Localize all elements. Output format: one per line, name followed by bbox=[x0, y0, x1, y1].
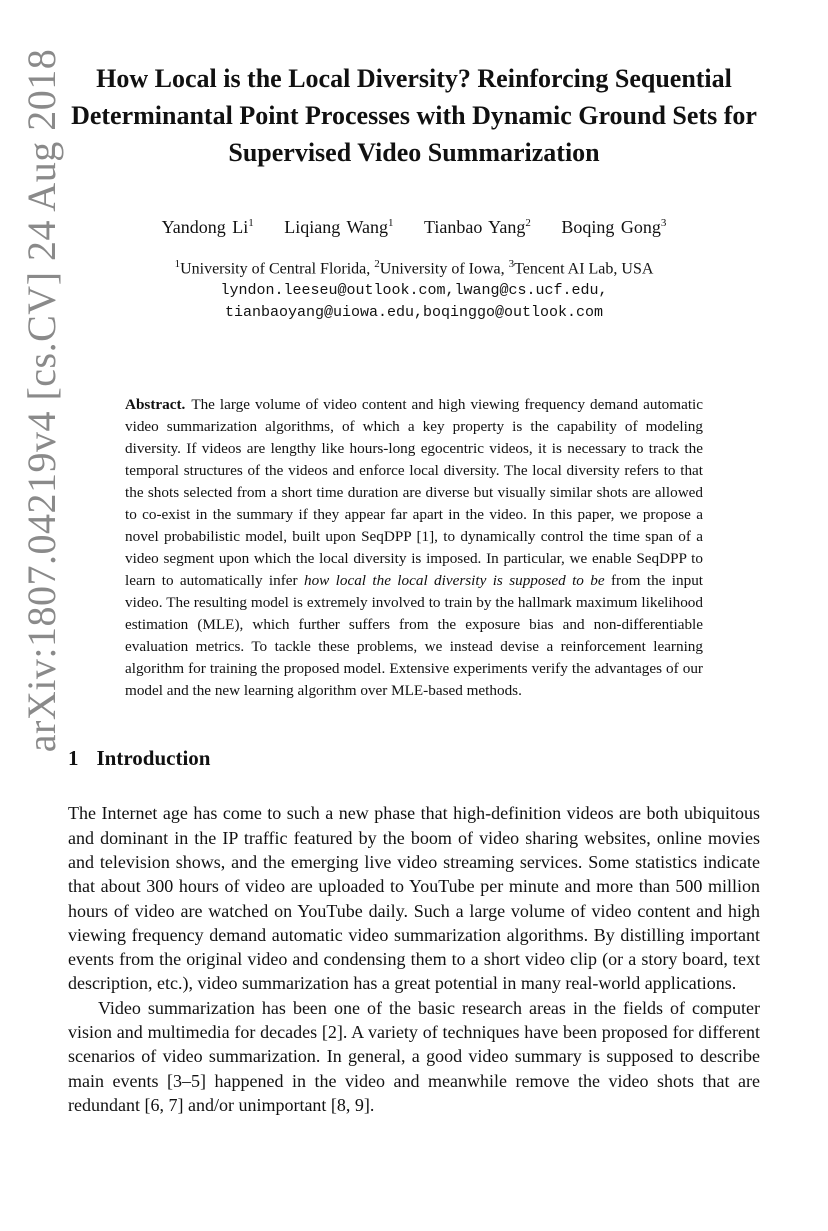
author-affiliation-mark: 1 bbox=[248, 217, 254, 229]
author bbox=[284, 217, 393, 237]
email-line: lyndon.leeseu@outlook.com,lwang@cs.ucf.edu, bbox=[220, 282, 608, 300]
author bbox=[561, 217, 666, 237]
affiliation-mark: 3 bbox=[508, 258, 515, 270]
section-body bbox=[68, 801, 760, 1117]
paragraph: Video summarization has been one of the basic research areas in the fields of computer vision and multimedia for decades [2]. A variety of techniques have been proposed for different scenarios of video summarization. In general, a good video summary is supposed to describe main events [3–5] happened in the video and meanwhile remove the video shots that are redundant [6, 7] and/or unimportant [8, 9]. bbox=[68, 997, 760, 1115]
author bbox=[424, 217, 531, 237]
section-title: Introduction bbox=[96, 746, 211, 771]
author-name: Liqiang Wang bbox=[284, 217, 388, 237]
abstract bbox=[125, 394, 703, 702]
abstract-text: from the input video. The resulting model is extremely involved to train by the hallmark maximum likelihood estimation (MLE), which further suffers from the exposure bias and non-differentiable evaluation metrics. To tackle these problems, we instead devise a reinforcement learning algorithm for training the proposed model. Extensive experiments verify the advantages of our model and the new learning algorithm over MLE-based methods. bbox=[125, 572, 704, 700]
author-name: Yandong Li bbox=[161, 217, 249, 237]
author bbox=[162, 217, 254, 237]
affiliation-text: University of Central Florida, bbox=[180, 260, 375, 278]
affiliation-text: Tencent AI Lab, USA bbox=[514, 260, 654, 278]
author-name: Boqing Gong bbox=[561, 217, 661, 237]
abstract-label: Abstract. bbox=[125, 396, 186, 414]
author-affiliation-mark: 3 bbox=[660, 217, 667, 229]
email-line: tianbaoyang@uiowa.edu,boqinggo@outlook.com bbox=[224, 304, 604, 322]
author-name: Tianbao Yang bbox=[424, 217, 526, 237]
author-list bbox=[68, 211, 760, 239]
affiliation-mark: 1 bbox=[174, 258, 181, 270]
paper-page bbox=[68, 0, 760, 1117]
paragraph: The Internet age has come to such a new phase that high-definition videos are both ubiquitous and dominant in the IP traffic featured by the boom of video sharing websites, online movies and television shows, and the emerging live video streaming services. Some statistics indicate that about 300 hours of video are uploaded to YouTube per minute and more than 500 million hours of video are watched on YouTube daily. Such a large volume of video content and high viewing frequency demand automatic video summarization algorithms. By distilling important events from the original video and condensing them to a short video clip (or a story board, text description, etc.), video summarization has a great potential in many real-world applications. bbox=[68, 803, 760, 994]
affiliation-text: University of Iowa, bbox=[379, 260, 509, 278]
affiliations bbox=[68, 253, 760, 280]
author-affiliation-mark: 1 bbox=[388, 217, 394, 229]
abstract-emphasis: how local the local diversity is supposed to be bbox=[303, 572, 605, 590]
affiliation-mark: 2 bbox=[374, 258, 380, 270]
arxiv-identifier-text: arXiv:1807.04219v4 [cs.CV] 24 Aug 2018 bbox=[19, 48, 65, 752]
author-affiliation-mark: 2 bbox=[525, 217, 531, 229]
section-number: 1 bbox=[68, 746, 79, 771]
author-emails bbox=[68, 280, 760, 324]
paper-title: How Local is the Local Diversity? Reinforcing Sequential Determinantal Point Processes with Dynamic Ground Sets for Supervised Video Summarization bbox=[71, 64, 757, 167]
section-heading bbox=[68, 746, 760, 771]
abstract-text: The large volume of video content and high viewing frequency demand automatic video summarization algorithms, of which a key property is the capability of modeling diversity. If videos are lengthy like hours-long egocentric videos, it is necessary to track the temporal structures of the videos and enforce local diversity. The local diversity refers to that the shots selected from a short time duration are diverse but visually similar shots are allowed to co-exist in the summary if they appear far apart in the video. In this paper, we propose a novel probabilistic model, built upon SeqDPP [1], to dynamically control the time span of a video segment upon which the local diversity is imposed. In particular, we enable SeqDPP to learn to automatically infer bbox=[125, 396, 703, 590]
